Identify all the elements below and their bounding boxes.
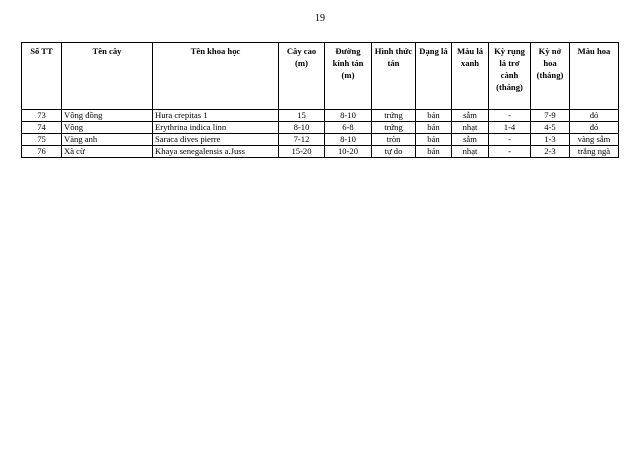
table-row [22, 122, 619, 134]
cell-ten-khoa-hoc: Khaya senegalensis a.Juss [153, 146, 279, 158]
header-duong-kinh-tan: Đường kính tán (m) [325, 43, 372, 110]
cell-duong-kinh-tan: 8-10 [325, 110, 372, 122]
cell-duong-kinh-tan: 8-10 [325, 134, 372, 146]
cell-ky-rung-la: - [489, 146, 531, 158]
cell-mau-la-xanh: nhạt [452, 122, 489, 134]
cell-ky-no-hoa: 2-3 [531, 146, 570, 158]
cell-ky-no-hoa: 7-9 [531, 110, 570, 122]
cell-cay-cao: 7-12 [279, 134, 325, 146]
header-mau-la-xanh: Màu lá xanh [452, 43, 489, 110]
cell-hinh-thuc-tan: tròn [372, 134, 416, 146]
header-ky-rung-la: Kỳ rụng lá trơ cành (tháng) [489, 43, 531, 110]
cell-dang-la: bản [416, 134, 452, 146]
cell-ky-rung-la: - [489, 110, 531, 122]
header-ten-khoa-hoc: Tên khoa học [153, 43, 279, 110]
cell-stt: 76 [22, 146, 62, 158]
cell-hinh-thuc-tan: tự do [372, 146, 416, 158]
page-number: 19 [315, 13, 325, 24]
cell-ky-rung-la: - [489, 134, 531, 146]
cell-cay-cao: 8-10 [279, 122, 325, 134]
cell-ten-khoa-hoc: Erythrina indica linn [153, 122, 279, 134]
cell-ky-rung-la: 1-4 [489, 122, 531, 134]
cell-stt: 73 [22, 110, 62, 122]
cell-stt: 74 [22, 122, 62, 134]
header-cay-cao: Cây cao (m) [279, 43, 325, 110]
cell-dang-la: bản [416, 122, 452, 134]
header-ten-cay: Tên cây [62, 43, 153, 110]
tree-species-table [21, 42, 619, 158]
cell-ky-no-hoa: 1-3 [531, 134, 570, 146]
cell-cay-cao: 15-20 [279, 146, 325, 158]
cell-mau-hoa: đỏ [570, 122, 619, 134]
cell-ten-cay: Xà cừ [62, 146, 153, 158]
header-ky-no-hoa: Kỳ nở hoa (tháng) [531, 43, 570, 110]
cell-cay-cao: 15 [279, 110, 325, 122]
cell-hinh-thuc-tan: trứng [372, 122, 416, 134]
cell-ten-cay: Vông [62, 122, 153, 134]
header-hinh-thuc-tan: Hình thức tán [372, 43, 416, 110]
cell-duong-kinh-tan: 6-8 [325, 122, 372, 134]
header-mau-hoa: Màu hoa [570, 43, 619, 110]
cell-ten-khoa-hoc: Saraca dives pierre [153, 134, 279, 146]
table-row [22, 146, 619, 158]
cell-ky-no-hoa: 4-5 [531, 122, 570, 134]
cell-mau-hoa: trắng ngà [570, 146, 619, 158]
table-row [22, 110, 619, 122]
table-row [22, 134, 619, 146]
cell-mau-hoa: đỏ [570, 110, 619, 122]
cell-mau-la-xanh: nhạt [452, 146, 489, 158]
cell-mau-la-xanh: sẫm [452, 110, 489, 122]
cell-hinh-thuc-tan: trứng [372, 110, 416, 122]
header-dang-la: Dạng lá [416, 43, 452, 110]
header-stt: Số TT [22, 43, 62, 110]
cell-dang-la: bản [416, 110, 452, 122]
cell-ten-cay: Vông đồng [62, 110, 153, 122]
table-header-row [22, 43, 619, 110]
cell-stt: 75 [22, 134, 62, 146]
cell-mau-hoa: vàng sẫm [570, 134, 619, 146]
cell-mau-la-xanh: sẫm [452, 134, 489, 146]
cell-ten-cay: Vàng anh [62, 134, 153, 146]
cell-dang-la: bản [416, 146, 452, 158]
cell-duong-kinh-tan: 10-20 [325, 146, 372, 158]
cell-ten-khoa-hoc: Hura crepitas 1 [153, 110, 279, 122]
